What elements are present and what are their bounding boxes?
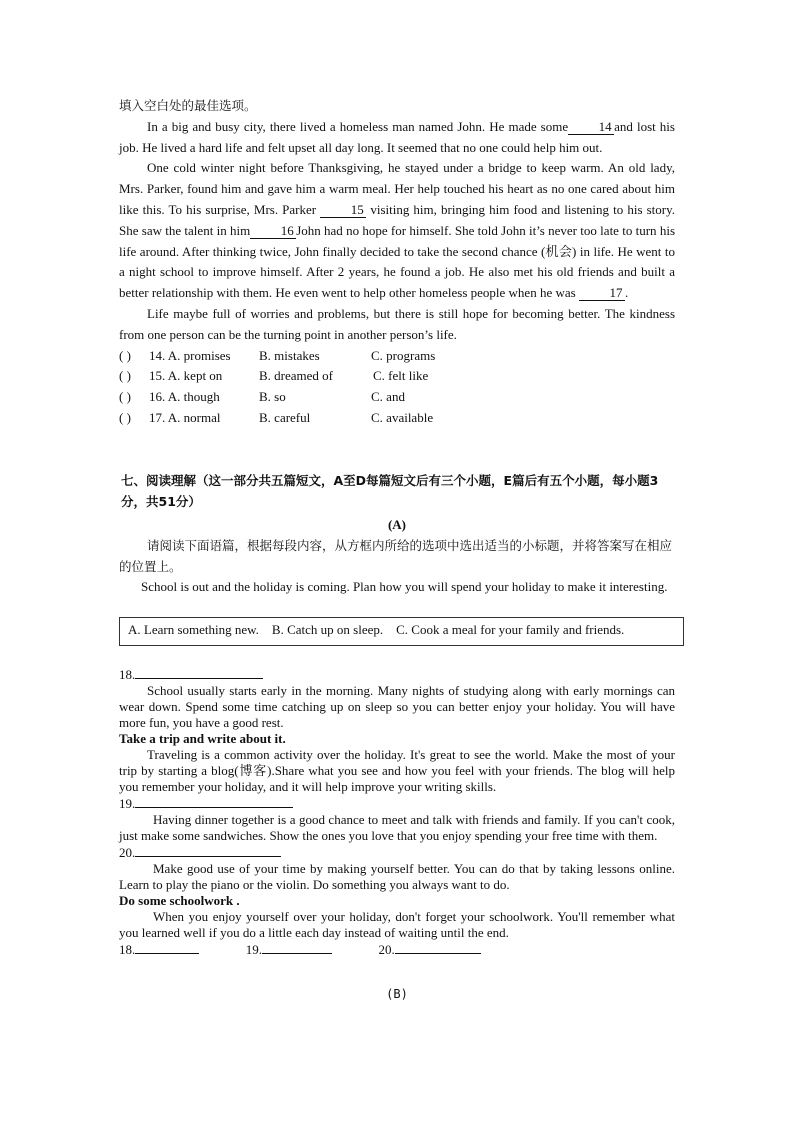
paragraph-trip: Traveling is a common activity over the holiday. It's great to see the world. Make the most of your trip by starting a blog(博客).Share what you see and how you feel with your friends. The blog will help you remember your holiday, and it will help improve your writing skills.	[119, 747, 675, 794]
passage-a-body	[119, 666, 675, 958]
passage-a-intro: School is out and the holiday is coming. Plan how you will spend your holiday to make it interesting.	[141, 579, 668, 594]
paragraph-sleep: School usually starts early in the morning. Many nights of studying along with early mornings can wear down. Spend some time catching up on sleep so you can better enjoy your holiday. You will have more fun, you have a good rest.	[119, 683, 675, 730]
answer-line: 18. 19. 20.	[119, 941, 675, 958]
heading-options-box	[119, 617, 684, 646]
blank-16[interactable]: 16	[250, 223, 296, 239]
cloze-paragraph-3: Life maybe full of worries and problems, but there is still hope for becoming better. The kindness from one person can be the turning point in another person’s life.	[119, 305, 675, 342]
answer-field-19[interactable]	[262, 941, 332, 954]
question-19-line: 19.	[119, 795, 675, 812]
blank-14[interactable]: 14	[568, 119, 614, 135]
answer-bracket[interactable]: ( )	[119, 347, 131, 363]
paragraph-learn: Make good use of your time by making yourself better. You can do that by taking lessons online. Learn to play the piano or the violin. Do something you always want to do.	[119, 861, 675, 892]
option-row-14: ( ) 14. A. promises B. mistakes C. programs	[119, 346, 675, 367]
option-row-16: ( ) 16. A. though B. so C. and	[119, 387, 675, 408]
heading-options: A. Learn something new. B. Catch up on sleep. C. Cook a meal for your family and friends.	[128, 622, 625, 637]
cloze-paragraph-1: In a big and busy city, there lived a homeless man named John. He made some 14 and lost his job. He lived a hard life and felt upset all day long. It seemed that no one could help him out.	[119, 118, 675, 155]
heading-trip: Take a trip and write about it.	[119, 731, 286, 746]
passage-b-label: (B)	[386, 987, 408, 1001]
blank-17[interactable]: 17	[579, 285, 625, 301]
passage-a-label: (A)	[387, 517, 407, 532]
section-7-title: 七、阅读理解（这一部分共五篇短文，A至D每篇短文后有三个小题，E篇后有五个小题，每小题3分，共51分）	[121, 473, 659, 509]
answer-blank-18[interactable]	[135, 666, 263, 679]
option-row-17: ( ) 17. A. normal B. careful C. available	[119, 408, 675, 429]
answer-bracket[interactable]: ( )	[119, 368, 131, 384]
passage-a-instruction: 请阅读下面语篇，根据每段内容，从方框内所给的选项中选出适当的小标题，并将答案写在相应的位置上。	[119, 538, 673, 574]
paragraph-dinner: Having dinner together is a good chance to meet and talk with friends and family. If you can't cook, just make some sandwiches. Show the ones you love that you enjoy spending your free time with them.	[119, 812, 675, 843]
answer-bracket[interactable]: ( )	[119, 389, 131, 405]
answer-field-20[interactable]	[395, 941, 481, 954]
answer-bracket[interactable]: ( )	[119, 409, 131, 425]
answer-blank-19[interactable]	[135, 795, 293, 808]
option-row-15: ( ) 15. A. kept on B. dreamed of C. felt like	[119, 366, 675, 387]
answer-field-18[interactable]	[135, 941, 199, 954]
paragraph-schoolwork: When you enjoy yourself over your holiday, don't forget your schoolwork. You'll remember what you learned well if you do a little each day instead of waiting until the end.	[119, 909, 675, 940]
cloze-passage	[119, 96, 675, 429]
heading-schoolwork: Do some schoolwork .	[119, 893, 240, 908]
cloze-paragraph-2: One cold winter night before Thanksgiving, he stayed under a bridge to keep warm. An old lady, Mrs. Parker, found him and gave him a warm meal. Her help touched his heart as no one cared about him like this. To his surprise, Mrs. Parker 15 visiting him, bringing him food and listening to his story. She saw the talent in him 16 John had no hope for himself. She told John it’s never too late to turn his life around. After thinking twice, John finally decided to take the second chance (机会) in life. He went to a night school to improve himself. After 2 years, he found a job. He also met his old friends and built a better relationship with them. He even went to help other homeless people when he was 17 .	[119, 160, 676, 301]
cloze-instruction: 填入空白处的最佳选项。	[119, 98, 257, 113]
question-20-line: 20.	[119, 844, 675, 861]
question-18-line: 18.	[119, 666, 675, 683]
answer-blank-20[interactable]	[135, 844, 281, 857]
blank-15[interactable]: 15	[320, 202, 366, 218]
